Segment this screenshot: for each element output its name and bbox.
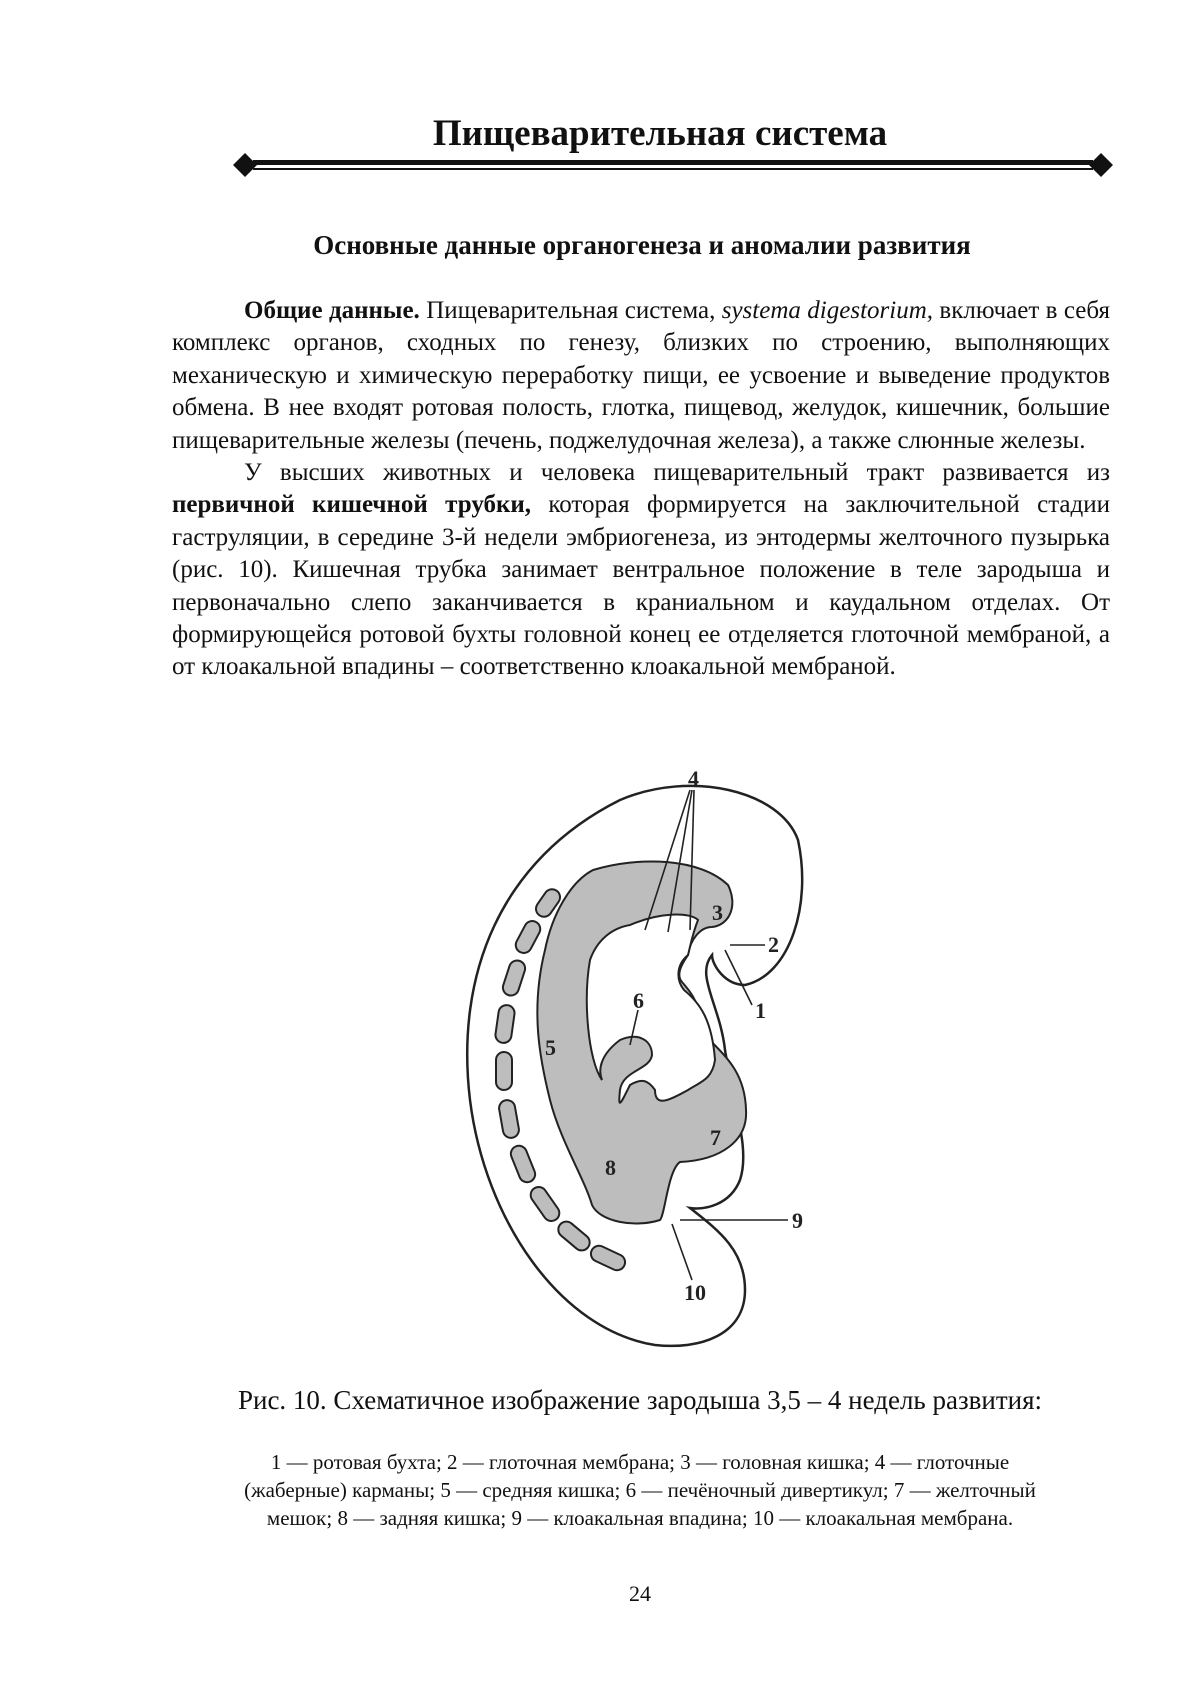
divider-diamond-right <box>1089 153 1113 177</box>
label-7: 7 <box>710 1125 721 1150</box>
paragraph-text: включает в себя комплекс органов, сходных по генезу, близких по строению, выполняющих механическую и химическую переработку пищи, ее усвоение и выведение продуктов обмена. В нее входят ротовая полость, глотка, пищевод, желудок, кишечник, большие пищеварительные железы (печень, поджелудочная железа), а также слюнные железы. <box>172 297 1110 454</box>
paragraph-lead: Общие данные. <box>244 297 420 324</box>
label-10: 10 <box>684 1280 706 1305</box>
page-number: 24 <box>629 1581 651 1606</box>
figure-caption-title: Рис. 10. Схематичное изображение зародыша 3,5 – 4 недель развития: <box>237 1385 1042 1415</box>
section-heading: Основные данные органогенеза и аномалии развития <box>313 230 971 260</box>
somite <box>496 1052 512 1090</box>
label-2: 2 <box>768 932 779 957</box>
body-text <box>172 295 1110 684</box>
paragraph-text: Пищеварительная система, <box>419 297 722 324</box>
divider-line-thick <box>253 160 1093 165</box>
label-3: 3 <box>712 900 723 925</box>
title-divider <box>233 152 1113 178</box>
chapter-title: Пищеварительная система <box>432 113 888 154</box>
bold-term: первичной кишечной трубки, <box>172 491 532 519</box>
latin-term: systema digestorium, <box>721 297 933 324</box>
embryo-figure <box>450 760 850 1360</box>
label-4: 4 <box>688 766 699 791</box>
label-1: 1 <box>755 998 766 1023</box>
paragraph-text: У высших животных и человека пищеварительный тракт развивается из <box>244 459 1110 487</box>
paragraph-text: которая формируется на заключительной стадии гаструляции, в середине 3-й недели эмбриогенеза, из энтодермы желточного пузырька (рис. 10). Кишечная трубка занимает вентральное положение в теле зародыша и первоначально слепо заканчивается в краниальном и каудальном отделах. От формирующейся ротовой бухты головной конец ее отделяется глоточной мембраной, а от клоакальной впадины – соответственно клоакальной мембраной. <box>172 491 1111 681</box>
label-6: 6 <box>633 988 644 1013</box>
label-8: 8 <box>605 1155 616 1180</box>
label-5: 5 <box>545 1035 556 1060</box>
divider-line-thin <box>253 168 1093 170</box>
paragraph-general-data <box>172 295 1110 457</box>
label-9: 9 <box>792 1208 803 1233</box>
paragraph-gut-tube <box>172 457 1110 684</box>
figure-caption-legend: 1 — ротовая бухта; 2 — глоточная мембрана; 3 — головная кишка; 4 — глоточные (жаберные) карманы; 5 — средняя кишка; 6 — печёночный дивертикул; 7 — желточный мешок; 8 — задняя кишка; 9 — клоакальная впадина; 10 — клоакальная мембрана. <box>244 1450 1036 1530</box>
